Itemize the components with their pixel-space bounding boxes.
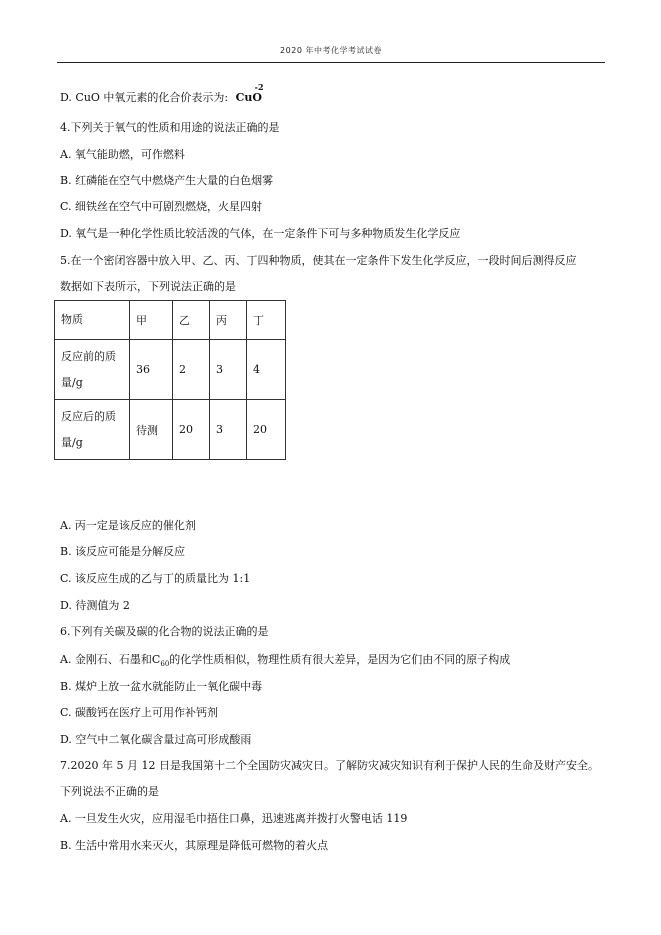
q5-stem-line2: 数据如下表所示，下列说法正确的是 (60, 280, 236, 293)
page-header: 2020 年中考化学考试试卷 (280, 46, 382, 55)
q6-option-b: B. 煤炉上放一盆水就能防止一氧化碳中毒 (60, 680, 263, 693)
table-row-label: 反应后的质量/g (55, 400, 130, 460)
q3-option-d (60, 82, 264, 105)
q3-option-d-text: D. CuO 中氧元素的化合价表示为: (60, 91, 229, 104)
q6-stem: 6.下列有关碳及碳的化合物的说法正确的是 (60, 625, 269, 638)
q5-data-table (54, 300, 286, 460)
table-row (55, 400, 286, 460)
table-header-cell: 丙 (210, 301, 247, 340)
q4-option-b: B. 红磷能在空气中燃烧产生大量的白色烟雾 (60, 174, 274, 187)
table-cell: 20 (173, 400, 210, 460)
q5-option-c: C. 该反应生成的乙与丁的质量比为 1:1 (60, 572, 251, 585)
cuo-formula-text: CuO (235, 91, 262, 104)
header-rule (57, 62, 605, 63)
table-cell: 4 (247, 340, 286, 400)
table-header-cell: 物质 (55, 301, 130, 340)
q5-option-d: D. 待测值为 2 (60, 599, 130, 612)
q6-option-d: D. 空气中二氧化碳含量过高可形成酸雨 (60, 733, 252, 746)
q6-option-a-subscript: 60 (160, 660, 170, 669)
q6-option-c: C. 碳酸钙在医疗上可用作补钙剂 (60, 706, 219, 719)
table-cell: 3 (210, 400, 247, 460)
cuo-formula (235, 82, 264, 105)
q4-stem: 4.下列关于氧气的性质和用途的说法正确的是 (60, 121, 280, 134)
q7-stem-line1: 7.2020 年 5 月 12 日是我国第十二个全国防灾减灾日。了解防灾减灾知识有利于保护人民的生命及财产安全。 (60, 759, 599, 772)
table-row (55, 340, 286, 400)
q7-option-a: A. 一旦发生火灾，应用湿毛巾捂住口鼻，迅速逃离并拨打火警电话 119 (60, 812, 408, 825)
table-cell: 3 (210, 340, 247, 400)
q5-stem-line1: 5.在一个密闭容器中放入甲、乙、丙、丁四种物质，使其在一定条件下发生化学反应，一段时间后测得反应 (60, 254, 577, 267)
table-header-cell: 丁 (247, 301, 286, 340)
table-cell: 36 (130, 340, 173, 400)
table-cell: 待测 (130, 400, 173, 460)
table-row-label: 反应前的质量/g (55, 340, 130, 400)
q7-stem-line2: 下列说法不正确的是 (60, 785, 159, 798)
table-cell: 2 (173, 340, 210, 400)
q7-option-b: B. 生活中常用水来灭火，其原理是降低可燃物的着火点 (60, 839, 329, 852)
table-header-row (55, 301, 286, 340)
table-cell: 20 (247, 400, 286, 460)
q6-option-a-pre: A. 金刚石、石墨和C (60, 653, 161, 666)
table-header-cell: 甲 (130, 301, 173, 340)
table-header-cell: 乙 (173, 301, 210, 340)
q5-option-b: B. 该反应可能是分解反应 (60, 545, 186, 558)
q4-option-c: C. 细铁丝在空气中可剧烈燃烧，火星四射 (60, 200, 263, 213)
q5-option-a: A. 丙一定是该反应的催化剂 (60, 519, 196, 532)
q6-option-a-post: 的化学性质相似，物理性质有很大差异，是因为它们由不同的原子构成 (169, 653, 511, 666)
q4-option-d: D. 氧气是一种化学性质比较活泼的气体，在一定条件下可与多种物质发生化学反应 (60, 227, 461, 240)
q4-option-a: A. 氧气能助燃，可作燃料 (60, 148, 185, 161)
cuo-charge: -2 (254, 82, 264, 92)
q6-option-a (60, 653, 510, 671)
